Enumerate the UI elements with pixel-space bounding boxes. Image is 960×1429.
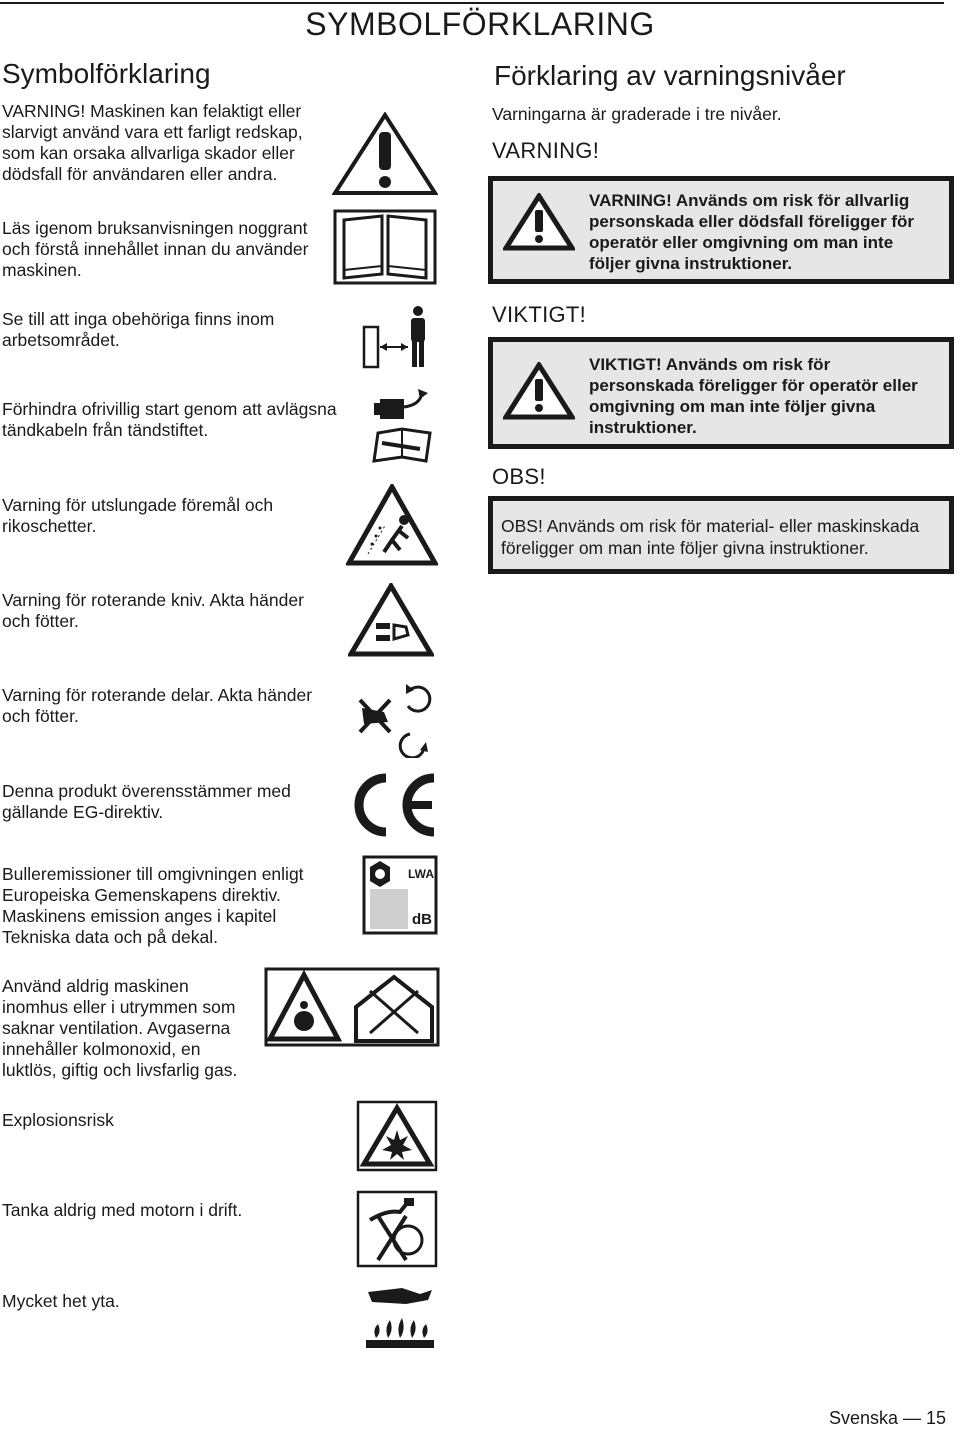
symbol-text-ce: Denna produkt överensstämmer med gällande EG-direktiv. xyxy=(2,781,291,822)
right-section-title: Förklaring av varningsnivåer xyxy=(494,60,846,91)
warning-box-text: VARNING! Används om risk för allvarlig personskada eller dödsfall föreligger för operatör eller omgivning om man inte följer givna instruktioner. xyxy=(589,191,914,273)
thrown-objects-icon xyxy=(346,484,438,566)
symbol-text-noise: Bulleremissioner till omgivningen enligt Europeiska Gemenskapens direktiv. Maskinens emission anges i kapitel Tekniska data och på dekal. xyxy=(2,864,304,947)
note-box-text: OBS! Används om risk för material- eller maskinskada föreligger om man inte följer givna instruktioner. xyxy=(501,516,920,558)
explosion-icon xyxy=(356,1100,438,1172)
left-section-title: Symbolförklaring xyxy=(2,58,211,89)
spark-plug-manual-icon xyxy=(368,385,438,469)
level-label-important: VIKTIGT! xyxy=(492,302,587,327)
symbol-text-refuel: Tanka aldrig med motorn i drift. xyxy=(2,1200,243,1220)
no-indoor-use-icon xyxy=(264,967,440,1047)
levels-intro: Varningarna är graderade i tre nivåer. xyxy=(492,104,782,124)
page-footer: Svenska — 15 xyxy=(828,1408,946,1428)
symbol-text-thrown-objects: Varning för utslungade föremål och rikoschetter. xyxy=(2,495,274,536)
warning-triangle-icon xyxy=(332,112,438,196)
page-header-title: SYMBOLFÖRKLARING xyxy=(305,6,655,42)
manual-book-icon xyxy=(332,208,438,286)
level-label-note: OBS! xyxy=(492,464,546,489)
hot-surface-icon xyxy=(362,1282,438,1350)
level-label-warning: VARNING! xyxy=(492,138,600,163)
symbol-text-hot-surface: Mycket het yta. xyxy=(2,1291,120,1311)
no-refuel-running-icon xyxy=(356,1190,438,1268)
symbol-text-no-indoor: Använd aldrig maskinen inomhus eller i utrymmen som saknar ventilation. Avgaserna innehåller kolmonoxid, en luktlös, giftig och livsfarlig gas. xyxy=(2,976,238,1080)
rotating-blade-icon xyxy=(348,583,434,657)
header-rule xyxy=(0,2,944,4)
symbol-text-explosion: Explosionsrisk xyxy=(2,1110,114,1130)
symbol-text-rotating-blade: Varning för roterande kniv. Akta händer och fötter. xyxy=(2,590,304,631)
warning-box-triangle-icon xyxy=(503,193,575,256)
noise-lwa-label: LWA xyxy=(408,867,434,881)
important-box-triangle-icon xyxy=(503,362,575,425)
symbol-text-bystanders: Se till att inga obehöriga finns inom arbetsområdet. xyxy=(2,309,275,350)
important-box-text: VIKTIGT! Används om risk för personskada föreligger för operatör eller omgivning om man inte följer givna instruktioner. xyxy=(589,355,918,437)
noise-label-icon xyxy=(362,855,438,935)
rotating-parts-icon xyxy=(354,676,436,758)
symbol-text-spark-plug: Förhindra ofrivillig start genom att avlägsna tändkabeln från tändstiftet. xyxy=(2,399,337,440)
ce-mark-icon xyxy=(348,770,440,840)
important-box xyxy=(488,337,954,449)
symbol-text-manual: Läs igenom bruksanvisningen noggrant och förstå innehållet innan du använder maskinen. xyxy=(2,218,309,280)
symbol-text-rotating-parts: Varning för roterande delar. Akta händer och fötter. xyxy=(2,685,313,726)
distance-person-icon xyxy=(360,303,434,369)
symbol-text-warning: VARNING! Maskinen kan felaktigt eller slarvigt använd vara ett farligt redskap, som kan orsaka allvarliga skador eller dödsfall för användaren eller andra. xyxy=(2,101,303,184)
note-box xyxy=(488,496,954,574)
noise-db-label: dB xyxy=(412,911,432,928)
warning-box xyxy=(488,176,954,284)
